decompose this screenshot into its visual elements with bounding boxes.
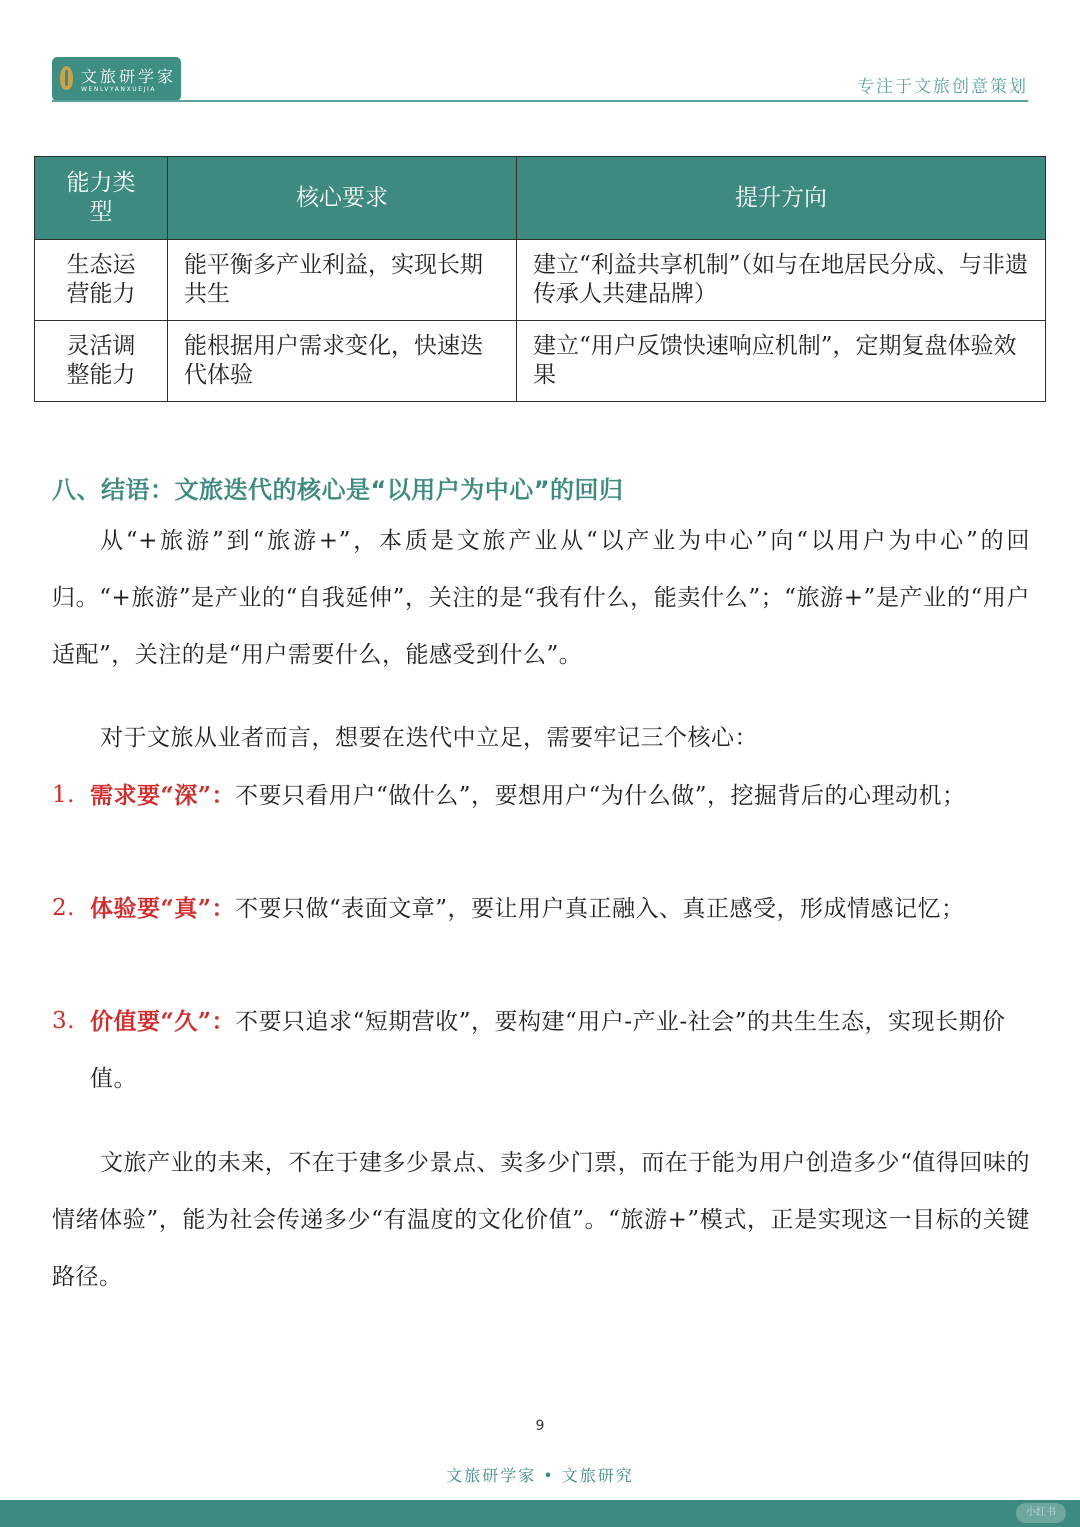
paragraph: 对于文旅从业者而言，想要在迭代中立足，需要牢记三个核心： — [100, 725, 758, 751]
page-number: 9 — [535, 1418, 545, 1434]
header-divider — [52, 100, 1028, 102]
list-text: 不要只追求“短期营收”，要构建“用户-产业-社会”的共生生态，实现长期价值。 — [90, 1009, 1006, 1092]
list-item — [52, 993, 1030, 1108]
list-key-phrase: 价值要“久”： — [90, 1008, 235, 1035]
list-number: 2. — [52, 895, 75, 921]
list-number: 1. — [52, 782, 75, 808]
table-cell: 建立“利益共享机制”（如与在地居民分成、与非遗传承人共建品牌） — [517, 240, 1046, 321]
table-cell: 灵活调整能力 — [35, 321, 168, 402]
leaf-logo-icon — [60, 66, 73, 90]
list-key-phrase: 体验要“真”： — [90, 895, 235, 922]
list-item — [52, 767, 1030, 825]
list-text: 不要只看用户“做什么”，要想用户“为什么做”，挖掘背后的心理动机； — [234, 783, 966, 809]
paragraph: 文旅产业的未来，不在于建多少景点、卖多少门票，而在于能为用户创造多少“值得回味的情绪体验”，能为社会传递多少“有温度的文化价值”。“旅游+”模式，正是实现这一目标的关键路径。 — [52, 1150, 1030, 1290]
footer-brand-text: 文旅研学家 • 文旅研究 — [446, 1466, 634, 1485]
list-key-phrase: 需求要“深”： — [90, 782, 235, 809]
watermark-badge: 小红书 — [1016, 1503, 1066, 1523]
table-cell: 能根据用户需求变化，快速迭代体验 — [168, 321, 517, 402]
table-cell: 生态运营能力 — [35, 240, 168, 321]
section-heading: 八、结语：文旅迭代的核心是“以用户为中心”的回归 — [52, 476, 624, 504]
footer-bar — [0, 1500, 1080, 1527]
table-row — [35, 321, 1046, 402]
brand-logo — [52, 57, 181, 101]
table-header-cell: 能力类型 — [35, 157, 168, 240]
logo-chinese-name: 文旅研学家 — [81, 67, 177, 86]
table-header-row — [35, 157, 1046, 240]
logo-english-name: WENLVYANXUEJIA — [81, 86, 157, 93]
table-cell: 建立“用户反馈快速响应机制”，定期复盘体验效果 — [517, 321, 1046, 402]
table-cell: 能平衡多产业利益，实现长期共生 — [168, 240, 517, 321]
list-item — [52, 880, 1030, 938]
table-row — [35, 240, 1046, 321]
table-header-cell: 提升方向 — [517, 157, 1046, 240]
list-text: 不要只做“表面文章”，要让用户真正融入、真正感受，形成情感记忆； — [234, 896, 965, 922]
header-tagline: 专注于文旅创意策划 — [857, 77, 1028, 97]
capability-table — [34, 156, 1046, 402]
paragraph: 从“+旅游”到“旅游+”，本质是文旅产业从“以产业为中心”向“以用户为中心”的回归。“+旅游”是产业的“自我延伸”，关注的是“我有什么，能卖什么”；“旅游+”是产业的“用户适配”，关注的是“用户需要什么，能感受到什么”。 — [52, 528, 1030, 668]
table-header-cell: 核心要求 — [168, 157, 517, 240]
list-number: 3. — [52, 1008, 75, 1034]
